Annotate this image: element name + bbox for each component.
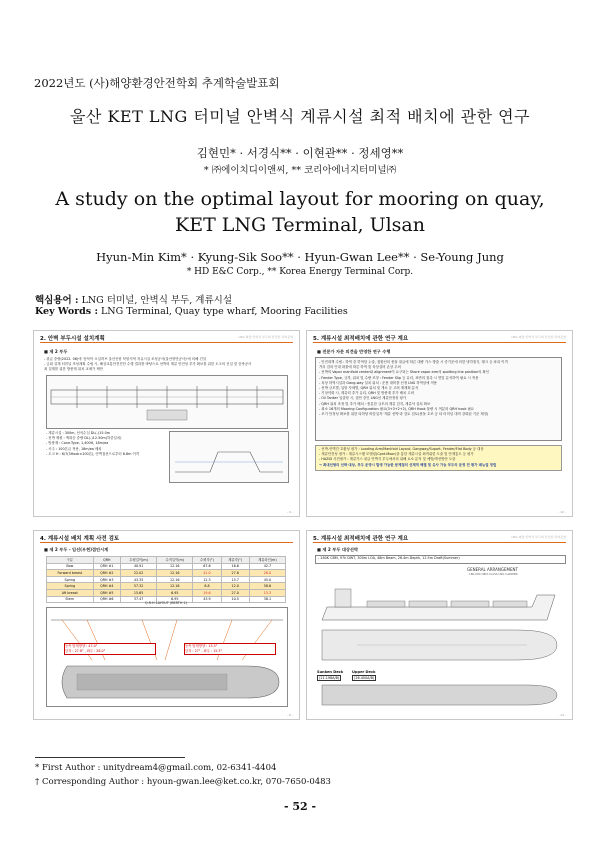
slide-heading: 2. 안벽 부두시설 설치계획 <box>40 336 105 342</box>
authors-english: Hyun-Min Kim* · Kyung-Sik Soo** · Hyun-Gwan Lee** · Se-Young Jung <box>96 250 504 264</box>
page-number: - 52 - <box>283 800 317 813</box>
mooring-note-left: 동측 탑재방향 : 47.0° 앞착 : 27.8° , 좌우 : 28.0° <box>64 643 156 655</box>
table-cell: 42.7 <box>249 563 285 570</box>
table-cell: 37.47 <box>121 596 157 603</box>
table-cell: 41.0 <box>193 570 221 577</box>
table-header-cell: 계류라인(m) <box>249 557 285 564</box>
table-cell: 43.35 <box>121 576 157 583</box>
deck-section-outline <box>322 685 557 705</box>
qrh-layout-label: Q.R.H LAYOUT (BERTH 2) <box>145 601 187 605</box>
table-cell: QRH #2 <box>93 570 120 577</box>
paper-title-english: A study on the optimal layout for mooring on quay, KET LNG Terminal, Ulsan <box>55 188 545 236</box>
table-header-cell: 수직길이(m) <box>157 557 193 564</box>
opinion-line: - 선박 규모별, 입항 자세별, QRH 위치 및 개소 등 고려 재계획 분석 <box>319 385 419 390</box>
table-cell: QRH #5 <box>93 589 120 596</box>
ga-subtitle: 180,000 CBM CLASS LNG CARRIER <box>469 572 518 576</box>
sunken-deck-value: (21.198A/B) <box>319 676 340 680</box>
evaluation-line: - 계류안전성 평가 : 계류시스템 모델링(Cpnt-Moor)을 통한 계류시설 최적위한 도출 및 안계통도 등 평가 <box>319 452 474 457</box>
table-cell: 16.6 <box>221 563 249 570</box>
table-cell: 45.0 <box>249 576 285 583</box>
keywords-korean-value: LNG 터미널, 안벽식 부두, 계류시설 <box>81 295 233 306</box>
slide-top-note: LNG 화물 안벽식 부두의 안전한 하역운영 <box>238 335 293 339</box>
table-cell: Spring <box>47 583 94 590</box>
table-header-row <box>47 557 286 564</box>
mooring-note-right: 동측 탑재방향 : 15.5° 앞착 : 27° , 좌우 : 15.3° <box>184 643 276 655</box>
section-drawing <box>169 431 289 483</box>
table-cell: 12.0 <box>221 583 249 590</box>
spec-line: - 방충재 : Cone-Type, 1,400H, 18m/ea <box>46 441 109 446</box>
table-cell: 10.5 <box>221 596 249 603</box>
footnote-corresponding-author: † Corresponding Author : hyoun-gwan.lee@ket.co.kr, 070-7650-0483 <box>35 777 331 787</box>
quay-plan-svg <box>47 376 287 428</box>
slide-heading: 4. 계류시설 배치 계획 사전 검토 <box>40 536 120 542</box>
table-cell: 43.9 <box>193 596 221 603</box>
quay-plan-drawing <box>46 375 288 429</box>
keywords-english-value: LNG Terminal, Quay type wharf, Mooring Facilities <box>101 306 348 317</box>
table-cell: 12.16 <box>157 563 193 570</box>
table-header-cell: QRH <box>93 557 120 564</box>
slide-quay-installation-plan <box>33 330 300 517</box>
spec-line: - 곡주 : 100톤급 적용, 18m/ea 배치 <box>46 446 102 451</box>
qrh-layout-drawing <box>46 607 288 707</box>
platform-block <box>147 410 187 420</box>
table-row <box>47 570 286 577</box>
footnote-rule <box>35 757 185 758</box>
table-row <box>47 576 286 583</box>
table-cell: 58.6 <box>249 583 285 590</box>
qrh-table <box>46 556 286 603</box>
slide-heading: 5. 계류시설 최적배치에 관한 연구 계요 <box>313 536 409 542</box>
table-cell: Bow <box>47 563 94 570</box>
table-cell: 67.6 <box>193 563 221 570</box>
spec-line: - 도크 H : 6/7(3Hook×100톤), 안벽접선으로부터 6.8m 이격 <box>46 451 140 456</box>
slide-heading-rule <box>40 542 293 543</box>
table-cell: 15.3 <box>249 589 285 596</box>
table-header-cell: 계류각(°) <box>221 557 249 564</box>
cargo-tanks <box>367 601 527 607</box>
opinion-line: - QRH 위치 조정 및 추가 배치 : 충분한 규모의 계류 검지, 계류삭 설치 확보 <box>319 401 431 406</box>
affiliation-english: * HD E&C Corp., ** Korea Energy Terminal Corp. <box>186 267 414 277</box>
table-cell: 22.02 <box>121 570 157 577</box>
table-cell: 15.7 <box>221 576 249 583</box>
table-cell: 12.16 <box>157 583 193 590</box>
text-line: - 금회 설계 터미널 조성계획 수립 시, 해상교통안전진단 수행 결과를 바탕으로 선박의 계류 안전성 추가 확보를 위한 도크의 신설 및 증축공사 <box>44 362 252 367</box>
affiliation-korean: * ㈜에이치디이앤씨, ** 코리아에너지터미널㈜ <box>203 165 397 176</box>
opinion-line: - 안전대책 수립 : 하역 중 하역암 누출, 접합선의 충돌 취급에 따른 대량 가스 방출 시 증기운에 의한 냉각칠식, 탱크 등 파괴 이격 <box>319 360 508 364</box>
keywords-english <box>35 306 348 317</box>
authors-korean: 김현민* · 서경식** · 이현관** · 정세영** <box>196 146 404 160</box>
opinion-line: - 선박의 Vapor manifold center와 alignment이 요구되는 Shore vapor arm의 spotting line position의 확인 <box>319 370 490 375</box>
table-row <box>47 589 286 596</box>
table-cell: 57.32 <box>121 583 157 590</box>
table-cell: Aft breast <box>47 589 94 596</box>
slide-text-block <box>44 357 289 373</box>
expert-opinion-box <box>315 357 562 441</box>
slide-page-number: - 8 - <box>287 713 293 717</box>
slide-research-overview <box>306 330 573 517</box>
opinion-line: - 최소 16개의 Mooring Configuration 필요(3+3+2+2), QRH Hook 물량 시 여분의 QRH hook 필요 <box>319 406 475 411</box>
opinion-line: - Fender Type, 규격, 위치 및 수량 조정 : Fender Slip 등 유리, 표면의 접촉 시 면밀 분석하여 필요 시 적용 <box>319 375 479 380</box>
opinion-line: - 기상악화 시, 계류력 추가 유리, QRH 및 방충재 추가 배치 고려 <box>319 391 414 396</box>
table-cell: 15.65 <box>121 589 157 596</box>
vessel-profile-drawing <box>317 575 562 665</box>
table-row <box>47 563 286 570</box>
slide-subheading: ■ 제 2 부두 - 입선(우현)접안시계 <box>44 547 109 552</box>
table-header-cell: 구분 <box>47 557 94 564</box>
slide-mooring-pre-review <box>33 530 300 720</box>
table-row <box>47 583 286 590</box>
slide-heading-rule <box>313 342 566 343</box>
slide-top-note: LNG 화물 안벽식 부두의 안전한 하역운영 <box>511 335 566 339</box>
opinion-line: - 육상 하역시설과 Gang-way 설치 위치 : 운용 대비를 선정 LNG 하역암에 적용 <box>319 380 438 385</box>
ship-deck <box>77 674 227 690</box>
deck-section-drawing <box>317 681 562 709</box>
table-cell: 27.0 <box>221 589 249 596</box>
table-header-cell: 수평각(°) <box>193 557 221 564</box>
table-cell: QRH #1 <box>93 563 120 570</box>
sunken-deck-label: Sunken Deck <box>317 670 344 674</box>
table-cell: QRH #6 <box>93 596 120 603</box>
table-cell: 28.0 <box>249 570 285 577</box>
slide-page-number: - 14 - <box>558 713 566 717</box>
slide-top-note: LNG 화물 안벽식 부두의 안전한 하역운영 <box>511 535 566 539</box>
slide-page-number: - 9 - <box>287 510 293 514</box>
table-cell: QRH #4 <box>93 583 120 590</box>
slide-subheading: ■ 제 2 부두 <box>44 349 68 354</box>
hull-profile <box>322 595 555 620</box>
table-cell: 40.91 <box>121 563 157 570</box>
spec-line: - 선박 제원 : 액화순 중량 DL(-)12.50m(하중일치) <box>46 436 122 441</box>
table-cell: 12.16 <box>157 570 193 577</box>
evaluation-summary-box <box>315 445 562 471</box>
slide-subheading: ■ 전문가 자문 의견을 반영한 연구 수행 <box>317 349 391 354</box>
conclusion-line: → 최대선형의 선박 대상, 부두 운영시 발생 가능한 문제점의 선제적 해결 및 유사 가능 부두의 운영 전 평가 매뉴얼 정립 <box>319 462 497 467</box>
conference-name: 2022년도 (사)해양환경안전학회 추계학술발표회 <box>34 76 280 90</box>
table-cell: QRH #3 <box>93 576 120 583</box>
keywords-korean <box>35 292 232 306</box>
table-cell: 12.16 <box>157 576 193 583</box>
table-cell: 12.3 <box>193 576 221 583</box>
footnote-first-author: * First Author : unitydream4@gmail.com, 02-6341-4404 <box>35 763 277 773</box>
keywords-korean-label: 핵심용어 : <box>35 295 79 306</box>
qrh-layout-svg <box>47 608 287 706</box>
ga-title: GENERAL ARRANGEMENT <box>467 567 518 572</box>
table-cell: Spring <box>47 576 94 583</box>
opinion-line: - Oil Tanker 입출항 시, 접안 중인 LNG선 계류안정성 평가 <box>319 396 407 401</box>
slide-heading-rule <box>313 542 566 543</box>
slide-page-number: - 12 - <box>558 510 566 514</box>
slide-target-vessel <box>306 530 573 720</box>
superstructure <box>335 589 351 607</box>
slide-heading: 5. 계류시설 최적배치에 관한 연구 계요 <box>313 336 409 342</box>
evaluation-line: - HAZID 사전평가 : 계류가스 취급 안벽식 부두에서의 위해 요소 분석 및 예방/개선방안 도출 <box>319 457 456 462</box>
text-line: - 취급 중량(2022. 06)에 '동북아 오일허브 울산신항 북항지역 저유시설 조성공사(울산항만공사)'에 의해 건설 <box>44 357 206 361</box>
paper-title-korean: 울산 KET LNG 터미널 안벽식 계류시설 최적 배치에 관한 연구 <box>69 107 531 126</box>
upper-deck-label: Upper Deck <box>352 670 376 674</box>
table-header-cell: 수평길이(m) <box>121 557 157 564</box>
slide-subheading: ■ 제 2 부두 대상선박 <box>317 547 359 552</box>
table-cell: 38.1 <box>249 596 285 603</box>
table-cell: Forward breast <box>47 570 94 577</box>
section-svg <box>170 432 288 482</box>
spec-line: - 계류시설 : 300m, 선석수심 DL(-)15.0m <box>46 431 111 435</box>
opinion-line: 거리 검의 인대 화물에 따른 하역 및 육상설비 손상 우려 <box>319 365 401 370</box>
vessel-spec: - 180K CBM, 97k DWT, 300m LOA, 48m Beam, 26.4m Depth, 12.5m Draft(Summer) <box>318 556 460 560</box>
table-cell: Stern <box>47 596 94 603</box>
slide-heading-rule <box>40 342 293 343</box>
opinion-line: - 조기 안정성 확보를 위한 타하당 바감일자 '계류 선박'과 검토 검토(충돌 초조 등 타 터미널 대비 강화된 기준 제정) <box>319 411 489 416</box>
spec-block <box>46 431 166 457</box>
table-cell: 27.8 <box>221 570 249 577</box>
keywords-english-label: Key Words : <box>35 306 98 317</box>
table-cell: 8.8 <box>193 583 221 590</box>
evaluation-line: - 선박-안벽간 호환성 평가 : Loading Arm/Manifold Layout, Gangway/Suport, Fender/Flat Body 등 대상 <box>319 447 484 451</box>
table-cell: 6.95 <box>157 596 193 603</box>
upper-deck-value: (26.400A/B) <box>354 676 375 680</box>
table-cell: 19.6 <box>193 589 221 596</box>
table-cell: 6.95 <box>157 589 193 596</box>
text-line: 최 설계를 위한 방충재 위치 교체가 제안 <box>44 367 103 372</box>
vessel-spec-box <box>315 555 566 564</box>
